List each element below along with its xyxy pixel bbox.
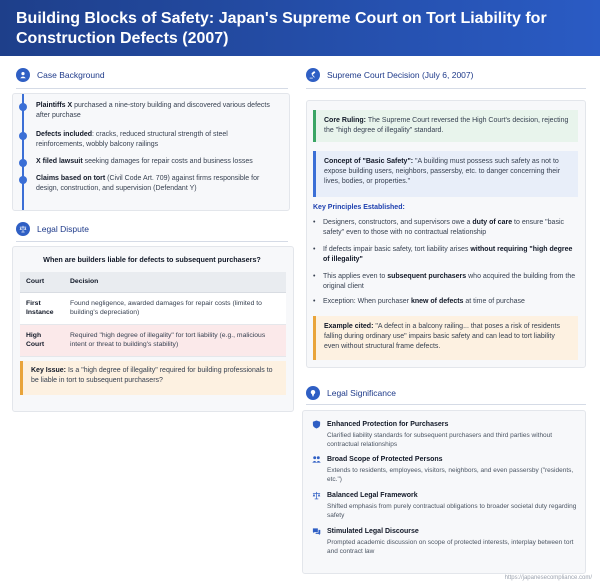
core-ruling-callout: Core Ruling: The Supreme Court reversed the High Court's decision, rejecting the "high degree of illegality" standard. [313,110,578,142]
court-cell: First Instance [20,292,64,324]
key-issue-callout [20,361,286,395]
timeline-dot [19,159,27,167]
timeline-line [22,94,24,210]
table-row [20,292,286,324]
legal-dispute-title: Legal Dispute [37,224,89,234]
shield-icon [312,420,321,429]
significance-item: Enhanced Protection for Purchasers Clarified liability standards for subsequent purchasers and third parties without contractual relationships [312,420,582,449]
users-icon [312,455,321,464]
principle-item: • If defects impair basic safety, tort liability arises without requiring "high degree of illegality" [313,245,578,265]
principle-item: • This applies even to subsequent purchasers who acquired the building from the original client [313,272,578,292]
case-item: Defects included: cracks, reduced structural strength of steel reinforcements, wobbly balcony railings [36,131,228,148]
timeline-dot [19,132,27,140]
significance-item: Stimulated Legal Discourse Prompted academic discussion on scope of protected interests, interplay between tort and contract law [312,527,582,556]
case-background-heading [16,68,105,82]
court-cell: High Court [20,324,64,356]
example-callout: Example cited: "A defect in a balcony railing... that poses a risk of residents falling during ordinary use" impairs basic safety and can lead to tort liability even without structural frame defects. [313,316,578,360]
table-header-row [20,272,286,292]
column-header-decision: Decision [64,272,286,292]
legal-dispute-heading [16,222,89,236]
page-header [0,0,600,56]
legal-significance-heading [306,386,396,400]
case-item: X filed lawsuit seeking damages for repair costs and business losses [36,158,253,165]
supreme-court-heading [306,68,473,82]
timeline-dot [19,103,27,111]
basic-safety-callout: Concept of "Basic Safety": "A building must possess such safety as not to expose building users, neighbors, passersby, etc. to danger concerning their lives, bodies, or properties." [313,151,578,197]
user-icon [16,68,30,82]
balance-icon [312,491,321,500]
principle-item: • Designers, constructors, and supervisors owe a duty of care to ensure "basic safety" even to those with no contractual relationship [313,218,578,238]
case-background-title: Case Background [37,70,105,80]
timeline-dot [19,176,27,184]
table-row [20,324,286,356]
case-item: Plaintiffs X purchased a nine-story building and discovered various defects after purchase [36,102,270,119]
dispute-question: When are builders liable for defects to subsequent purchasers? [43,255,261,264]
page-title: Building Blocks of Safety: Japan's Supreme Court on Tort Liability for Construction Defects (2007) [16,10,547,47]
key-issue-label: Key Issue: [31,367,67,374]
divider [306,88,586,89]
case-item: Claims based on tort (Civil Code Art. 709) against firms responsible for design, construction, and supervision (Defendant Y) [36,175,260,192]
scales-icon [16,222,30,236]
divider [306,404,586,405]
key-principles-title: Key Principles Established: [313,204,405,211]
divider [16,241,288,242]
decision-cell: Found negligence, awarded damages for repair costs (limited to building's depreciation) [64,292,286,324]
significance-item: Balanced Legal Framework Shifted emphasis from purely contractual obligations to broader societal duty regarding safety [312,491,582,520]
gavel-icon [306,68,320,82]
court-decisions-table [20,272,286,357]
lightbulb-icon [306,386,320,400]
supreme-court-title: Supreme Court Decision (July 6, 2007) [327,70,474,80]
footer-url[interactable]: https://japanesecompliance.com/ [504,575,592,581]
key-issue-text: Is a "high degree of illegality" required for building professionals to be liable in tort to subsequent purchasers? [31,367,273,384]
divider [16,88,288,89]
legal-significance-title: Legal Significance [327,388,396,398]
principle-item: • Exception: When purchaser knew of defects at time of purchase [313,297,578,307]
comments-icon [312,527,321,536]
significance-item: Broad Scope of Protected Persons Extends to residents, employees, visitors, neighbors, and even passersby ("residents, etc.") [312,455,582,484]
column-header-court: Court [20,272,64,292]
decision-cell: Required "high degree of illegality" for tort liability (e.g., malicious intent or threat to building's stability) [64,324,286,356]
